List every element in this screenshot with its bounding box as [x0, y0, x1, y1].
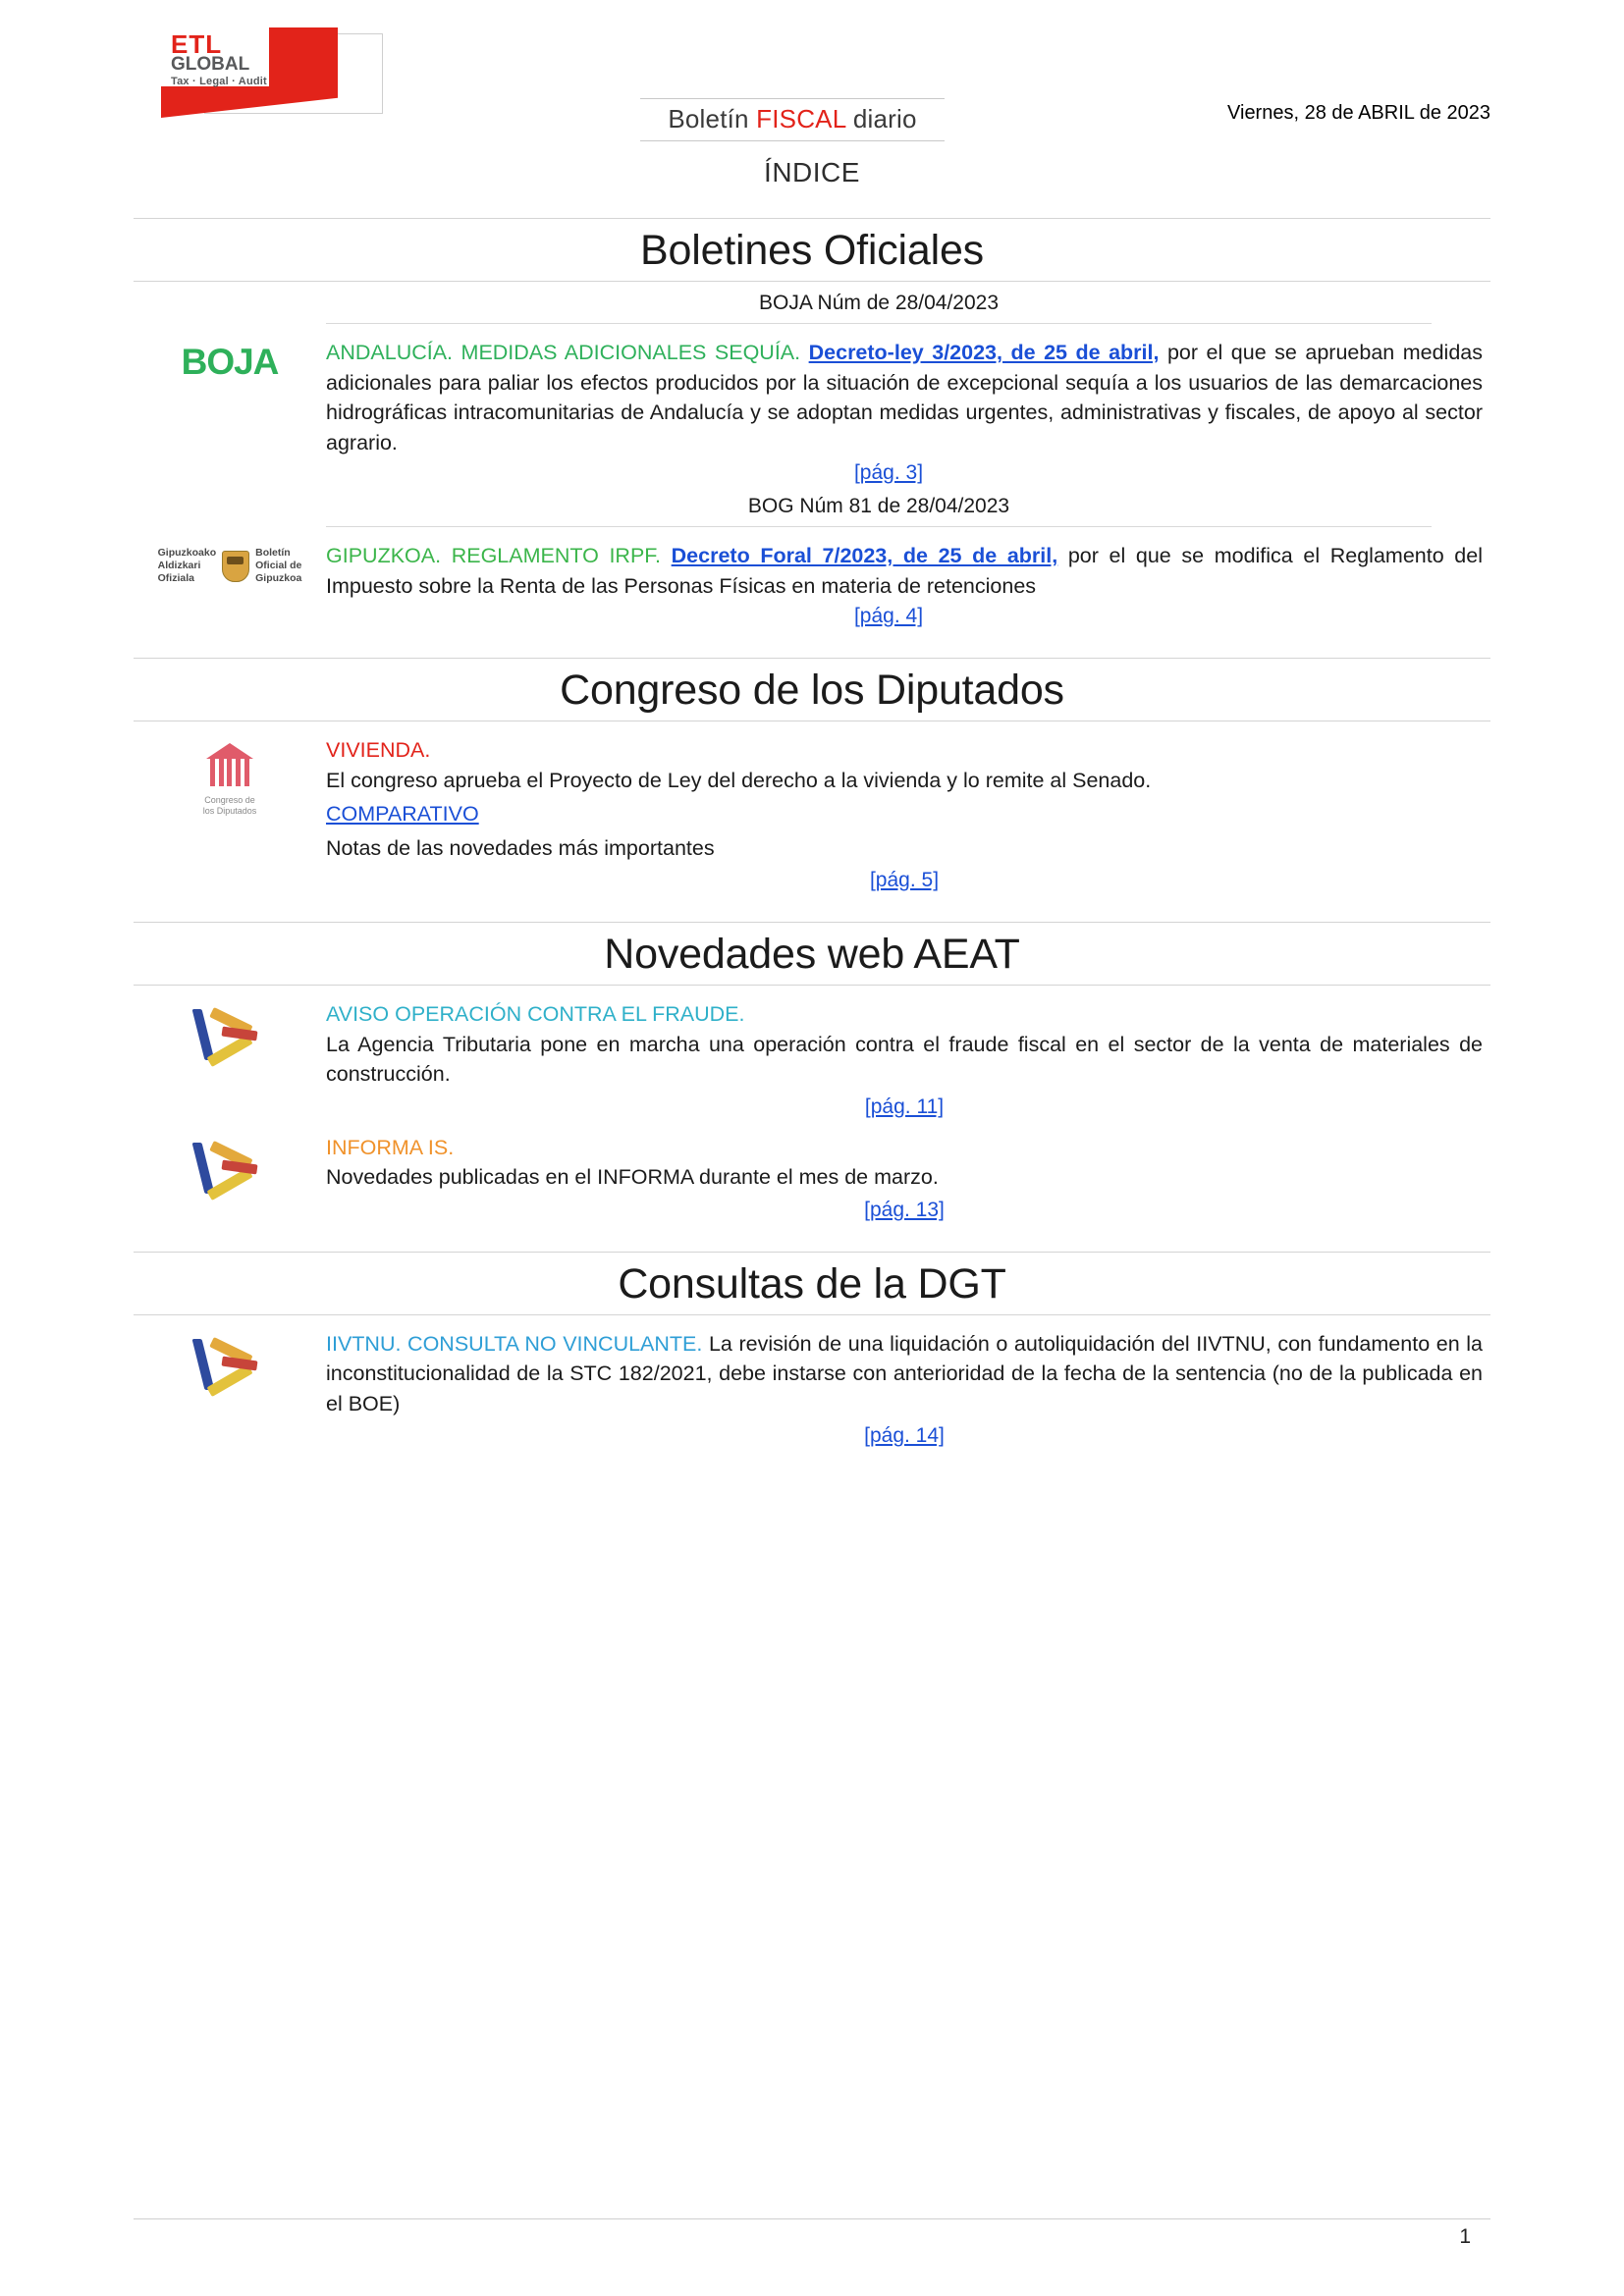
page-reference[interactable]: [pág. 4] — [853, 605, 924, 628]
boja-logo-icon — [134, 338, 326, 380]
shield-icon — [222, 551, 249, 582]
congreso-caption-2: los Diputados — [202, 805, 257, 816]
etl-global-logo — [134, 26, 418, 132]
entry-text: por el que se aprueban medidas adicionales para paliar los efectos producidos por la situación de excepcional sequía a los usuarios de las demarcaciones hidrográficas intracomunitarias de Andalucía y se adoptan medidas urgentes, administrativas y fiscales, de apoyo al sector agrario. — [326, 341, 1484, 454]
aeat-logo-icon — [134, 1133, 326, 1200]
index-label: ÍNDICE — [764, 157, 860, 187]
page-reference[interactable]: [pág. 5] — [869, 869, 940, 892]
entry-text: El congreso aprueba el Proyecto de Ley del derecho a la vivienda y lo remite al Senado. — [326, 768, 1152, 792]
entry-informa-is — [134, 1133, 1490, 1222]
entry-bog — [134, 541, 1490, 601]
page-reference[interactable]: [pág. 11] — [864, 1095, 945, 1118]
subheader-bog: BOG Núm 81 de 28/04/2023 — [326, 485, 1432, 527]
bulletin-title-prefix: Boletín — [668, 104, 757, 133]
aeat-logo-icon — [134, 999, 326, 1066]
entry-paragraph — [326, 1329, 1483, 1419]
page-reference[interactable]: [pág. 3] — [853, 461, 924, 485]
section-title-aeat: Novedades web AEAT — [604, 931, 1020, 979]
entry-text: La revisión de una liquidación o autoliquidación del IIVTNU, con fundamento en la inconstitucionalidad de la STC 182/2021, debe instarse con anterioridad de la fecha de la sentencia (no de la publicada en el BOE) — [326, 1331, 1484, 1415]
section-title-dgt: Consultas de la DGT — [618, 1259, 1006, 1308]
header-center — [418, 26, 1166, 141]
entry-note: Notas de las novedades más importantes — [326, 835, 715, 860]
entry-heading: ANDALUCÍA. MEDIDAS ADICIONALES SEQUÍA. — [326, 341, 801, 364]
bog-right-line1: Boletín — [255, 547, 291, 560]
entry-text: por el que se modifica el Reglamento del Impuesto sobre la Renta de las Personas Físicas en materia de retenciones — [326, 544, 1483, 598]
page-reference[interactable]: [pág. 14] — [864, 1424, 945, 1448]
bog-right-line3: Gipuzkoa — [255, 572, 302, 585]
entry-text: La Agencia Tributaria pone en marcha una operación contra el fraude fiscal en el sector de la venta de materiales de construcción. — [326, 1032, 1483, 1087]
page-footer — [134, 2218, 1490, 2249]
entry-body — [326, 999, 1490, 1119]
entry-heading-line — [326, 1133, 1483, 1163]
entry-boja — [134, 338, 1490, 457]
logo-global-text: GLOBAL — [171, 54, 250, 75]
section-title-boletines: Boletines Oficiales — [640, 227, 984, 274]
entry-body — [326, 1329, 1490, 1449]
header-date: Viernes, 28 de ABRIL de 2023 — [1227, 102, 1490, 124]
logo-tagline-text: Tax · Legal · Audit — [171, 76, 267, 87]
entry-body — [326, 338, 1490, 457]
entry-body — [326, 735, 1490, 892]
congreso-caption-1: Congreso de — [204, 795, 255, 806]
page-number: 1 — [1459, 2225, 1471, 2248]
entry-text: Novedades publicadas en el INFORMA durante el mes de marzo. — [326, 1165, 939, 1190]
entry-heading: GIPUZKOA. REGLAMENTO IRPF. — [326, 544, 662, 568]
section-title-congreso: Congreso de los Diputados — [560, 667, 1064, 715]
entry-body — [326, 1133, 1490, 1222]
entry-heading: IIVTNU. CONSULTA NO VINCULANTE. — [326, 1331, 703, 1356]
entry-heading-line — [326, 735, 1483, 766]
page-header — [134, 26, 1490, 133]
bog-left-line1: Gipuzkoako — [157, 547, 217, 560]
subheader-boja: BOJA Núm de 28/04/2023 — [326, 282, 1432, 324]
entry-body — [326, 541, 1490, 601]
bog-left-line2: Aldizkari — [157, 560, 201, 572]
aeat-logo-icon — [134, 1329, 326, 1396]
entry-vivienda — [134, 735, 1490, 892]
logo-etl-text: ETL — [171, 29, 223, 59]
entry-link[interactable]: Decreto-ley 3/2023, de 25 de abril, — [808, 341, 1160, 364]
bulletin-title — [640, 98, 944, 141]
entry-paragraph — [326, 338, 1483, 457]
entry-link-line — [326, 799, 1483, 829]
page-reference[interactable]: [pág. 13] — [864, 1198, 945, 1221]
entry-heading: VIVIENDA. — [326, 738, 431, 763]
congreso-building-icon — [203, 741, 256, 792]
gipuzkoa-logo-icon — [134, 541, 326, 585]
entry-link[interactable]: Decreto Foral 7/2023, de 25 de abril, — [671, 544, 1058, 568]
entry-heading: AVISO OPERACIÓN CONTRA EL FRAUDE. — [326, 1002, 745, 1027]
entry-aviso-fraude — [134, 999, 1490, 1119]
comparativo-link[interactable]: COMPARATIVO — [326, 802, 479, 827]
congreso-logo-icon — [134, 735, 326, 819]
entry-paragraph — [326, 541, 1483, 601]
entry-iivtnu — [134, 1329, 1490, 1449]
section-divider — [134, 1314, 1490, 1315]
bulletin-title-accent: FISCAL — [756, 104, 846, 133]
entry-heading-line — [326, 999, 1483, 1030]
bulletin-title-suffix: diario — [845, 104, 917, 133]
entry-heading: INFORMA IS. — [326, 1135, 455, 1159]
bog-left-line3: Ofiziala — [157, 572, 194, 585]
section-divider — [134, 985, 1490, 986]
boja-logo-text: BOJA — [181, 342, 279, 382]
bog-right-line2: Oficial de — [255, 560, 302, 572]
